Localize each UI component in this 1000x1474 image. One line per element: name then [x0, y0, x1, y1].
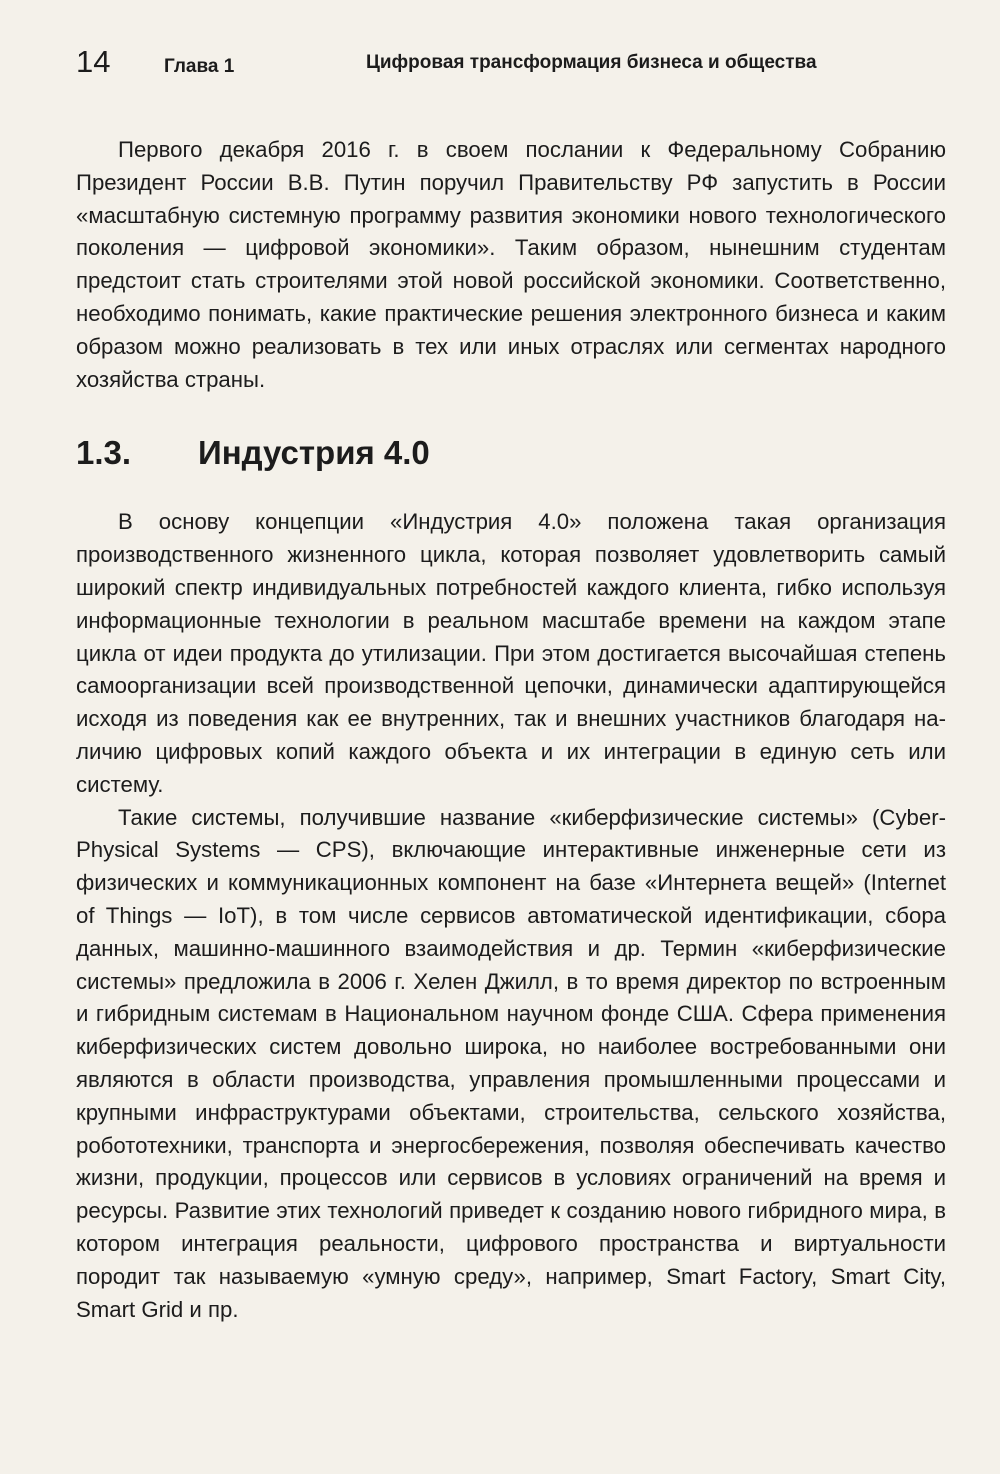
page-number: 14 — [76, 44, 111, 79]
paragraph-cyber-physical-systems: Такие системы, получившие название «киберфизические системы» (Cyber-Physical Systems — CPS), включающие интерактивные инженерные сети из физических и коммуникационных компонент на базе «Интернета вещей» (Internet of Things — IoT), в том числе сервисов автоматической идентификации, сбора данных, машинно-машинного взаимодействия и др. Термин «киберфизические системы» предложила в 2006 г. Хелен Джилл, в то время директор по встроенным и гибридным системам в Национальном научном фонде США. Сфера применения киберфизических систем довольно широка, но наиболее востребованными они являются в области производства, управления промышленными процессами и крупными инфраструктурами объектами, строительства, сельского хозяйства, робототехники, транспорта и энергосбережения, позволяя обеспечивать качество жизни, продукции, процессов или сервисов в условиях ограничений на время и ресурсы. Развитие этих технологий приведет к созданию нового гибридного мира, в котором интеграция реальности, цифрового пространства и виртуальности породит так называемую «умную среду», например, Smart Factory, Smart City, Smart Grid и пр. — [76, 804, 946, 1322]
page-body — [76, 134, 946, 1326]
running-header — [76, 40, 956, 90]
paragraph-digital-economy: Первого декабря 2016 г. в своем послании к Федеральному Собранию Президент России В.В. Путин поручил Правительству РФ запустить в России «масштабную системную программу развития экономики нового технологического поколения — цифровой экономики». Таким образом, нынешним студентам предстоит стать строителями этой новой российской экономики. Соответственно, необходимо понимать, какие практические решения электронного бизнеса и каким образом можно реализовать в тех или иных отраслях или сегментах народного хозяйства страны. — [76, 137, 946, 392]
paragraph-industry-concept: В основу концепции «Индустрия 4.0» положена такая организация производственного жизненного цикла, которая позволяет удовлетворить самый широкий спектр индивидуальных потребностей каждого клиента, гибко используя информационные технологии в реальном масштабе времени на каждом этапе цикла от идеи продукта до утилизации. При этом достигается высочайшая степень самоорганизации всей производственной цепочки, динамически адаптирующейся исходя из поведения как ее внутренних, так и внешних участников благодаря наличию цифровых копий каждого объекта и их интеграции в единую сеть или систему. — [76, 509, 946, 797]
section-number: 1.3. — [76, 434, 132, 472]
chapter-label: Глава 1 — [164, 56, 235, 77]
section-title: Индустрия 4.0 — [198, 434, 430, 472]
section-heading — [76, 434, 946, 494]
chapter-title: Цифровая трансформация бизнеса и общества — [366, 52, 817, 73]
